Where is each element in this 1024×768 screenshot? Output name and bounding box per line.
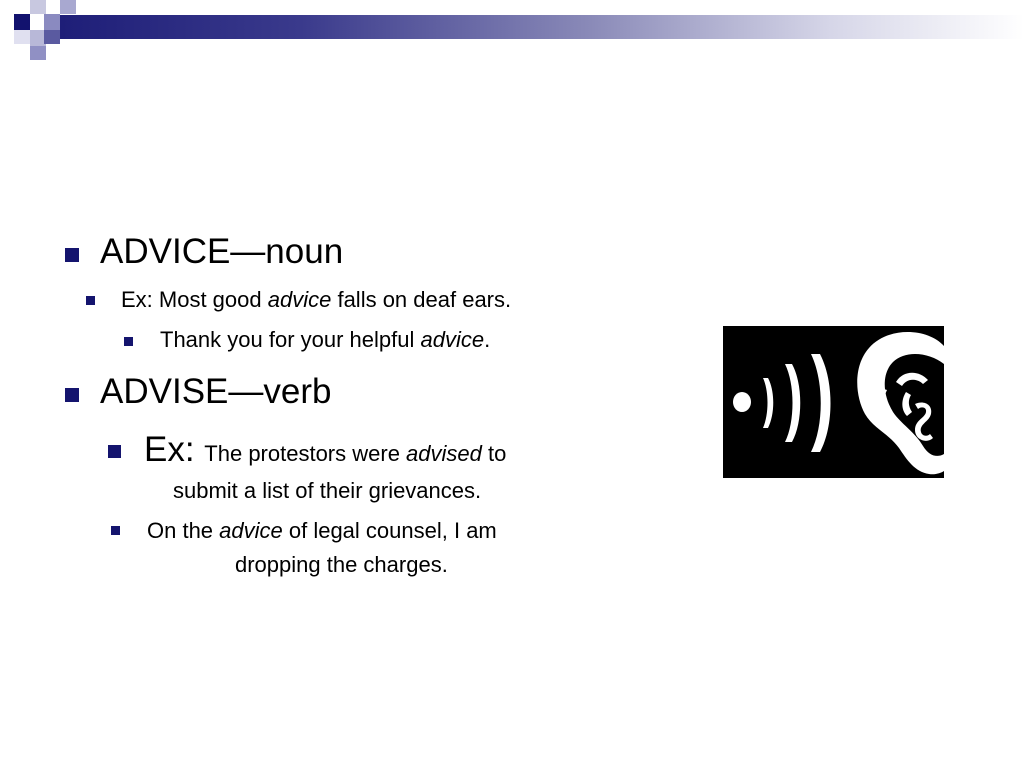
bullet-marker [65,248,79,262]
example-suffix: . [484,327,491,352]
example-label: Ex: [144,430,205,469]
advice-noun-text: ADVICE—noun [100,232,344,271]
example-suffix: of legal counsel, I am [282,518,497,543]
example-continuation: dropping the charges. [235,552,448,577]
example-suffix: to [481,441,507,466]
advice-noun-heading [100,232,343,272]
advice-example-2 [160,327,490,353]
example-italic-word: advice [219,518,283,543]
bullet-marker [86,296,95,305]
advise-example-2-line2 [235,552,448,578]
bullet-marker [111,526,120,535]
example-prefix: Thank you for your helpful [160,327,421,352]
example-continuation: submit a list of their grievances. [173,478,482,503]
advise-example-1-line2 [173,478,481,504]
example-italic-word: advice [267,287,332,312]
example-suffix: falls on deaf ears. [331,287,512,312]
advise-example-2 [147,518,497,544]
example-italic-word: advice [420,327,485,352]
ear-listening-icon [723,326,944,478]
advice-example-1 [121,287,511,313]
example-prefix: The protestors were [204,441,407,466]
advise-example-1 [144,430,506,470]
bullet-marker [124,337,133,346]
advise-verb-text: ADVISE—verb [100,372,332,411]
example-prefix: Ex: Most good [121,287,268,312]
example-prefix: On the [147,518,220,543]
advise-verb-heading [100,372,331,412]
bullet-marker [65,388,79,402]
bullet-marker [108,445,121,458]
example-italic-word: advised [406,441,482,466]
